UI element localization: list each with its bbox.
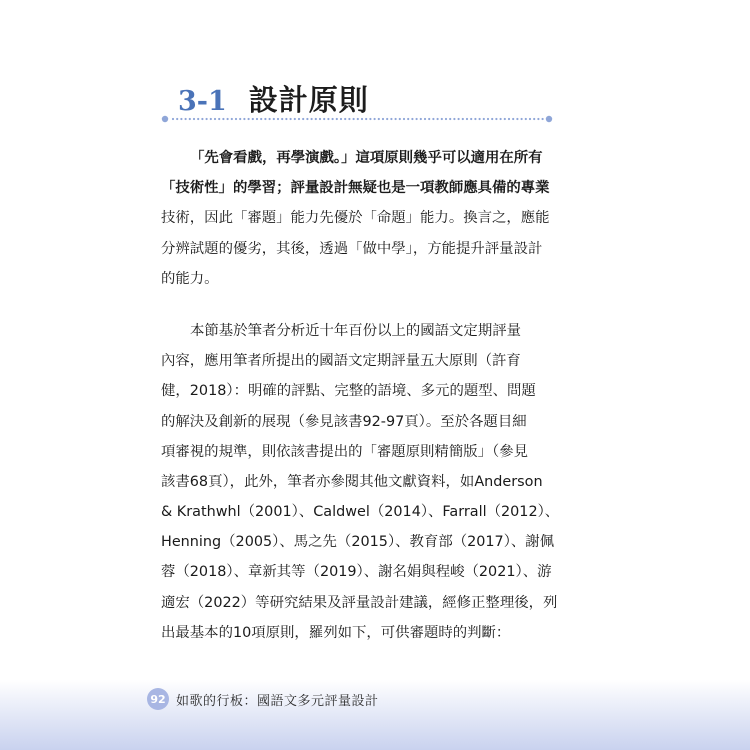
divider-dot: [302, 118, 304, 120]
divider-dot: [395, 118, 397, 120]
divider-dot: [248, 118, 250, 120]
divider-dot: [222, 118, 224, 120]
running-title: 如歌的行板：國語文多元評量設計: [176, 694, 379, 709]
divider-dot: [504, 118, 506, 120]
divider-dot: [344, 118, 346, 120]
divider-dot: [521, 118, 523, 120]
divider-dot: [285, 118, 287, 120]
divider-dot: [441, 118, 443, 120]
divider-dot: [546, 116, 552, 122]
divider-dot: [365, 118, 367, 120]
divider-dot: [542, 118, 544, 120]
text-line: 適宏（2022）等研究結果及評量設計建議，經修正整理後，列: [161, 594, 558, 611]
divider-dot: [264, 118, 266, 120]
divider-dot: [470, 118, 472, 120]
paragraph-2: [161, 316, 581, 648]
divider-dot: [386, 118, 388, 120]
divider-dot: [474, 118, 476, 120]
divider-dot: [311, 118, 313, 120]
divider-dot: [189, 118, 191, 120]
divider-dot: [369, 118, 371, 120]
divider-dot: [340, 118, 342, 120]
divider-dot: [197, 118, 199, 120]
divider-dot: [403, 118, 405, 120]
text-line: 蓉（2018）、章新其等（2019）、謝名娟與程峻（2021）、游: [161, 564, 552, 581]
divider-dot: [180, 118, 182, 120]
divider-dot: [407, 118, 409, 120]
divider-dot: [319, 118, 321, 120]
text-line: 健，2018）：明確的評點、完整的語境、多元的題型、問題: [161, 383, 536, 400]
divider-dot: [453, 118, 455, 120]
divider-dot: [239, 118, 241, 120]
divider-dot: [512, 118, 514, 120]
text-line: 該書68頁），此外，筆者亦參閱其他文獻資料，如Anderson: [161, 473, 543, 490]
divider-dot: [428, 118, 430, 120]
divider-dot: [466, 118, 468, 120]
divider-dot: [533, 118, 535, 120]
text-line: Henning（2005）、馬之先（2015）、教育部（2017）、謝佩: [161, 534, 555, 551]
divider-dot: [399, 118, 401, 120]
divider-dot: [432, 118, 434, 120]
divider-dot: [273, 118, 275, 120]
page-number-badge: 92: [147, 688, 169, 710]
divider-dot: [332, 118, 334, 120]
divider-dot: [227, 118, 229, 120]
divider-dot: [479, 118, 481, 120]
divider-dot: [231, 118, 233, 120]
divider-dot: [487, 118, 489, 120]
body-text: [161, 143, 581, 648]
divider-dot: [210, 118, 212, 120]
text-line: 「先會看戲，再學演戲。」這項原則幾乎可以適用在所有: [190, 150, 543, 166]
text-line: 內容，應用筆者所提出的國語文定期評量五大原則（許育: [161, 353, 521, 370]
divider-dot: [483, 118, 485, 120]
divider-dot: [252, 118, 254, 120]
divider-dot: [306, 118, 308, 120]
text-line: 的能力。: [161, 270, 219, 287]
divider-dot: [185, 118, 187, 120]
divider-dot: [537, 118, 539, 120]
divider-dot: [348, 118, 350, 120]
section-heading: [178, 78, 369, 119]
dotted-divider: [161, 115, 553, 123]
divider-dot: [357, 118, 359, 120]
divider-dot: [327, 118, 329, 120]
divider-dot: [256, 118, 258, 120]
divider-dot: [353, 118, 355, 120]
divider-dot: [243, 118, 245, 120]
divider-dot: [201, 118, 203, 120]
paragraph-1: [161, 143, 581, 294]
text-line: & Krathwhl（2001）、Caldwel（2014）、Farrall（2012）、: [161, 504, 560, 521]
divider-dot: [323, 118, 325, 120]
divider-dot: [437, 118, 439, 120]
text-line: 本節基於筆者分析近十年百份以上的國語文定期評量: [190, 322, 521, 339]
divider-dot: [529, 118, 531, 120]
divider-dot: [294, 118, 296, 120]
divider-dot: [260, 118, 262, 120]
divider-dot: [218, 118, 220, 120]
text-line: 的解決及創新的展現（參見該書92-97頁）。至於各題目細: [161, 413, 527, 430]
divider-dot: [516, 118, 518, 120]
divider-dot: [277, 118, 279, 120]
divider-dot: [281, 118, 283, 120]
section-title: 設計原則: [248, 83, 369, 117]
divider-dot: [235, 118, 237, 120]
divider-dot: [290, 118, 292, 120]
divider-dot: [491, 118, 493, 120]
divider-dot: [420, 118, 422, 120]
divider-dot: [382, 118, 384, 120]
divider-dot: [462, 118, 464, 120]
divider-dot: [500, 118, 502, 120]
divider-dot: [445, 118, 447, 120]
divider-dot: [411, 118, 413, 120]
divider-dot: [162, 116, 168, 122]
divider-dot: [361, 118, 363, 120]
section-number: 3-1: [178, 86, 227, 117]
divider-dot: [508, 118, 510, 120]
divider-dot: [458, 118, 460, 120]
divider-dot: [172, 118, 174, 120]
text-line: 技術，因此「審題」能力先優於「命題」能力。換言之，應能: [161, 210, 550, 227]
divider-dot: [495, 118, 497, 120]
divider-dot: [176, 118, 178, 120]
divider-dot: [525, 118, 527, 120]
divider-dot: [193, 118, 195, 120]
text-line: 項審視的規準，則依該書提出的「審題原則精簡版」（參見: [161, 443, 528, 460]
divider-dot: [214, 118, 216, 120]
text-line: 分辨試題的優劣，其後，透過「做中學」，方能提升評量設計: [161, 240, 543, 257]
divider-dot: [416, 118, 418, 120]
divider-dot: [206, 118, 208, 120]
divider-dot: [378, 118, 380, 120]
divider-dot: [424, 118, 426, 120]
text-line: 「技術性」的學習；評量設計無疑也是一項教師應具備的專業: [161, 180, 550, 197]
divider-dot: [374, 118, 376, 120]
divider-dot: [269, 118, 271, 120]
divider-dot: [449, 118, 451, 120]
divider-dot: [298, 118, 300, 120]
text-line: 出最基本的10項原則，羅列如下，可供審題時的判斷：: [161, 624, 511, 641]
divider-dot: [315, 118, 317, 120]
divider-dot: [390, 118, 392, 120]
divider-dot: [336, 118, 338, 120]
